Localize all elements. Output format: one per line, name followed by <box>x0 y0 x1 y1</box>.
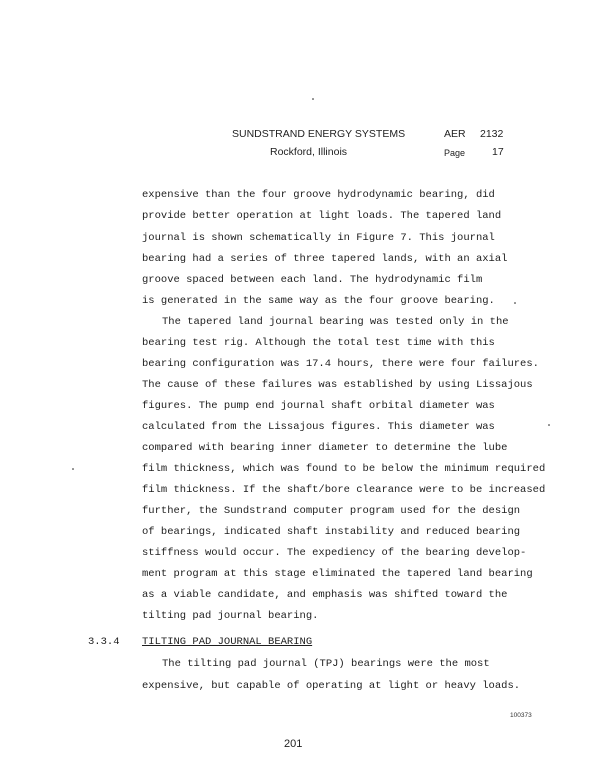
scan-speck <box>548 424 550 426</box>
body-line: The cause of these failures was established by using Lissajous <box>142 379 533 391</box>
body-line: figures. The pump end journal shaft orbital diameter was <box>142 400 495 412</box>
company-location: Rockford, Illinois <box>270 146 348 158</box>
body-line: bearing had a series of three tapered lands, with an axial <box>142 253 508 265</box>
body-line: The tapered land journal bearing was tested only in the <box>162 316 509 328</box>
section-title: TILTING PAD JOURNAL BEARING <box>142 636 313 648</box>
page-number-header: 17 <box>492 146 504 158</box>
body-line: provide better operation at light loads. The tapered land <box>142 210 502 222</box>
body-line: tilting pad journal bearing. <box>142 610 319 622</box>
footer-page-number: 201 <box>284 738 303 750</box>
body-line: bearing test rig. Although the total test time with this <box>142 337 495 349</box>
body-line: stiffness would occur. The expediency of the bearing develop- <box>142 547 527 559</box>
scan-speck <box>312 98 314 100</box>
body-line: as a viable candidate, and emphasis was shifted toward the <box>142 589 508 601</box>
body-line: groove spaced between each land. The hydrodynamic film <box>142 274 483 286</box>
body-line: The tilting pad journal (TPJ) bearings were the most <box>162 658 490 670</box>
scan-speck <box>514 302 516 304</box>
page-label: Page <box>444 148 466 158</box>
body-line: further, the Sundstrand computer program used for the design <box>142 505 521 517</box>
body-line: bearing configuration was 17.4 hours, there were four failures. <box>142 358 539 370</box>
body-line: journal is shown schematically in Figure 7. This journal <box>142 232 495 244</box>
body-line: calculated from the Lissajous figures. This diameter was <box>142 421 495 433</box>
body-line: is generated in the same way as the four groove bearing. <box>142 295 495 307</box>
company-name: SUNDSTRAND ENERGY SYSTEMS <box>232 128 406 140</box>
section-number: 3.3.4 <box>88 636 120 648</box>
body-line: compared with bearing inner diameter to determine the lube <box>142 442 508 454</box>
doc-number: 2132 <box>480 128 504 140</box>
body-line: expensive, but capable of operating at light or heavy loads. <box>142 680 521 692</box>
body-line: film thickness, which was found to be below the minimum required <box>142 463 546 475</box>
body-line: of bearings, indicated shaft instability and reduced bearing <box>142 526 521 538</box>
scan-speck <box>72 468 74 470</box>
footer-code: 100373 <box>510 712 532 719</box>
doc-label: AER <box>444 128 466 140</box>
body-line: film thickness. If the shaft/bore clearance were to be increased <box>142 484 546 496</box>
body-line: expensive than the four groove hydrodynamic bearing, did <box>142 189 495 201</box>
body-line: ment program at this stage eliminated the tapered land bearing <box>142 568 533 580</box>
